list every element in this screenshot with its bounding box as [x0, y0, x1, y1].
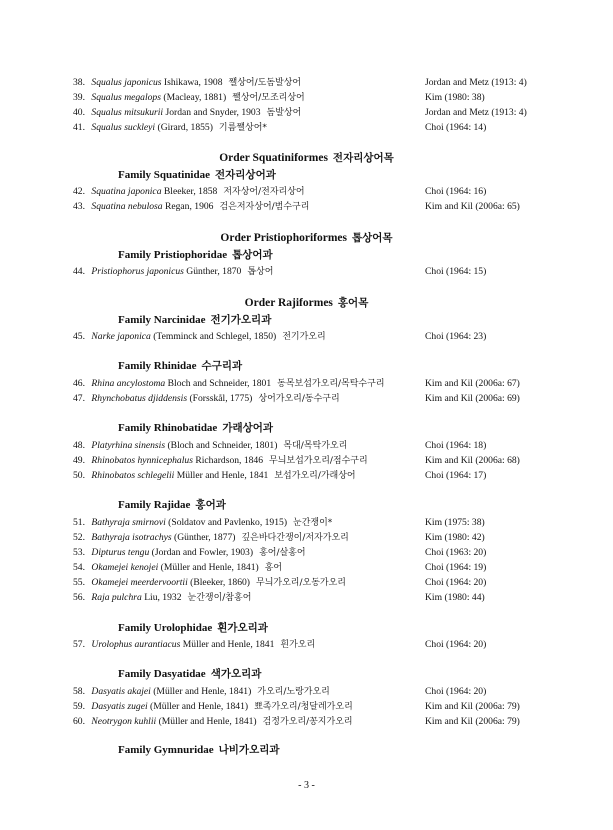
- family-latin-name: Family Gymnuridae: [118, 744, 214, 756]
- species-entry: [73, 105, 573, 120]
- entry-number: 52.: [73, 532, 85, 543]
- korean-name: 검은저자상어/범수구리: [219, 202, 310, 212]
- korean-name: 전기가오리: [282, 332, 326, 342]
- korean-name: 무늬보섭가오리/점수구리: [269, 456, 368, 466]
- family-heading: [118, 312, 271, 328]
- family-latin-name: Family Squatinidae: [118, 169, 210, 181]
- entry-number: 39.: [73, 92, 85, 103]
- family-heading: [118, 742, 280, 758]
- order-korean-name: 홍어목: [337, 297, 369, 309]
- family-latin-name: Family Dasyatidae: [118, 668, 206, 680]
- scientific-name: Bathyraja isotrachys: [91, 532, 172, 543]
- entry-number: 46.: [73, 378, 85, 389]
- reference-citation: Choi (1964: 20): [425, 686, 487, 697]
- author-citation: Richardson, 1846: [195, 455, 264, 466]
- author-citation: (Soldatov and Pavlenko, 1915): [168, 517, 288, 528]
- scientific-name: Squatina nebulosa: [91, 201, 163, 212]
- author-citation: (Macleay, 1881): [163, 92, 227, 103]
- korean-name: 쨀상어/모조리상어: [232, 93, 305, 103]
- korean-name: 상어가오리/동수구리: [258, 394, 340, 404]
- scientific-name: Dasyatis zugei: [91, 701, 148, 712]
- species-entry: [73, 184, 573, 199]
- entry-number: 53.: [73, 547, 85, 558]
- author-citation: (Müller and Henle, 1841): [160, 562, 259, 573]
- family-heading: [118, 497, 226, 513]
- entry-number: 45.: [73, 331, 85, 342]
- reference-citation: Choi (1964: 16): [425, 186, 487, 197]
- author-citation: Jordan and Snyder, 1903: [165, 107, 261, 118]
- reference-citation: Kim (1980: 42): [425, 532, 485, 543]
- reference-citation: Kim and Kil (2006a: 79): [425, 716, 520, 727]
- species-entry: [73, 545, 573, 560]
- reference-citation: Kim and Kil (2006a: 67): [425, 378, 520, 389]
- scientific-name: Squatina japonica: [91, 186, 162, 197]
- species-entry: [73, 376, 573, 391]
- scientific-name: Pristiophorus japonicus: [91, 266, 184, 277]
- korean-name: 검정가오리/꽁지가오리: [262, 717, 353, 727]
- author-citation: (Forsskål, 1775): [189, 393, 253, 404]
- entry-number: 51.: [73, 517, 85, 528]
- author-citation: Bleeker, 1858: [163, 186, 218, 197]
- family-korean-name: 흰가오리과: [217, 622, 268, 634]
- author-citation: (Müller and Henle, 1841): [150, 701, 249, 712]
- species-entry: [73, 699, 573, 714]
- author-citation: Liu, 1932: [144, 592, 182, 603]
- korean-name: 저자상어/전자리상어: [223, 187, 305, 197]
- family-latin-name: Family Narcinidae: [118, 314, 206, 326]
- order-heading: [0, 295, 613, 311]
- entry-number: 56.: [73, 592, 85, 603]
- species-entry: [73, 575, 573, 590]
- order-latin-name: Order Pristiophoriformes: [220, 232, 347, 244]
- reference-citation: Choi (1964: 20): [425, 639, 487, 650]
- author-citation: (Bleeker, 1860): [190, 577, 250, 588]
- family-latin-name: Family Rajidae: [118, 499, 191, 511]
- species-entry: [73, 199, 573, 214]
- reference-citation: Choi (1964: 18): [425, 440, 487, 451]
- korean-name: 동목보섭가오리/목탁수구리: [277, 379, 385, 389]
- scientific-name: Rhina ancylostoma: [91, 378, 166, 389]
- species-entry: [73, 515, 573, 530]
- family-latin-name: Family Urolophidae: [118, 622, 213, 634]
- family-heading: [118, 666, 261, 682]
- entry-number: 44.: [73, 266, 85, 277]
- order-korean-name: 톱상어목: [352, 232, 393, 244]
- family-korean-name: 전자리상어과: [215, 169, 276, 181]
- species-entry: [73, 468, 573, 483]
- entry-number: 47.: [73, 393, 85, 404]
- species-entry: [73, 637, 573, 652]
- reference-citation: Kim (1975: 38): [425, 517, 485, 528]
- reference-citation: Kim and Kil (2006a: 65): [425, 201, 520, 212]
- family-korean-name: 색가오리과: [210, 668, 262, 680]
- korean-name: 눈간쟁이/참홍어: [187, 593, 252, 603]
- scientific-name: Squalus megalops: [91, 92, 161, 103]
- entry-number: 60.: [73, 716, 85, 727]
- reference-citation: Choi (1964: 23): [425, 331, 487, 342]
- entry-number: 42.: [73, 186, 85, 197]
- species-entry: [73, 530, 573, 545]
- author-citation: Müller and Henle, 1841: [176, 470, 269, 481]
- author-citation: Günther, 1870: [186, 266, 242, 277]
- korean-name: 돔발상어: [266, 108, 302, 118]
- family-korean-name: 톱상어과: [232, 249, 273, 261]
- species-entry: [73, 120, 573, 135]
- korean-name: 눈간쟁이*: [293, 518, 333, 528]
- korean-name: 가오리/노랑가오리: [257, 687, 330, 697]
- korean-name: 보섭가오리/가래상어: [274, 471, 356, 481]
- scientific-name: Platyrhina sinensis: [91, 440, 166, 451]
- korean-name: 흰가오리: [280, 640, 316, 650]
- korean-name: 기름쨀상어*: [218, 123, 267, 133]
- author-citation: Müller and Henle, 1841: [182, 639, 275, 650]
- family-korean-name: 수구리과: [201, 360, 243, 372]
- order-heading: [0, 230, 613, 246]
- scientific-name: Dipturus tengu: [91, 547, 150, 558]
- author-citation: Bloch and Schneider, 1801: [167, 378, 272, 389]
- entry-number: 48.: [73, 440, 85, 451]
- family-korean-name: 가래상어과: [222, 422, 274, 434]
- entry-number: 38.: [73, 77, 85, 88]
- scientific-name: Urolophus aurantiacus: [91, 639, 181, 650]
- family-latin-name: Family Rhinidae: [118, 360, 197, 372]
- scientific-name: Rhinobatos schlegelii: [91, 470, 175, 481]
- korean-name: 홍어/살홍어: [259, 548, 306, 558]
- scientific-name: Squalus mitsukurii: [91, 107, 164, 118]
- species-entry: [73, 391, 573, 406]
- order-korean-name: 전자리상어목: [332, 152, 394, 164]
- species-entry: [73, 684, 573, 699]
- reference-citation: Kim and Kil (2006a: 69): [425, 393, 520, 404]
- species-entry: [73, 438, 573, 453]
- korean-name: 뾰족가오리/청달레가오리: [254, 702, 353, 712]
- scientific-name: Squalus japonicus: [91, 77, 162, 88]
- family-heading: [118, 247, 273, 263]
- author-citation: Regan, 1906: [164, 201, 214, 212]
- family-heading: [118, 358, 242, 374]
- korean-name: 깊은바다간쟁이/저자가오리: [241, 533, 349, 543]
- family-latin-name: Family Rhinobatidae: [118, 422, 218, 434]
- korean-name: 쨀상어/도돔발상어: [228, 78, 302, 88]
- species-entry: [73, 90, 573, 105]
- species-entry: [73, 714, 573, 729]
- species-entry: [73, 560, 573, 575]
- author-citation: (Jordan and Fowler, 1903): [151, 547, 254, 558]
- scientific-name: Dasyatis akajei: [91, 686, 151, 697]
- family-heading: [118, 167, 276, 183]
- species-entry: [73, 453, 573, 468]
- reference-citation: Jordan and Metz (1913: 4): [425, 107, 527, 118]
- entry-number: 59.: [73, 701, 85, 712]
- family-heading: [118, 420, 273, 436]
- entry-number: 50.: [73, 470, 85, 481]
- entry-number: 58.: [73, 686, 85, 697]
- order-latin-name: Order Squatiniformes: [219, 152, 328, 164]
- author-citation: Ishikawa, 1908: [163, 77, 223, 88]
- entry-number: 55.: [73, 577, 85, 588]
- author-citation: (Girard, 1855): [157, 122, 213, 133]
- author-citation: (Bloch and Schneider, 1801): [167, 440, 278, 451]
- page-number: - 3 -: [298, 780, 315, 791]
- family-korean-name: 홍어과: [195, 499, 226, 511]
- entry-number: 49.: [73, 455, 85, 466]
- species-entry: [73, 590, 573, 605]
- species-entry: [73, 264, 573, 279]
- scientific-name: Squalus suckleyi: [91, 122, 156, 133]
- reference-citation: Choi (1964: 19): [425, 562, 487, 573]
- entry-number: 41.: [73, 122, 85, 133]
- family-heading: [118, 620, 268, 636]
- scientific-name: Okamejei kenojei: [91, 562, 159, 573]
- scientific-name: Bathyraja smirnovi: [91, 517, 166, 528]
- scientific-name: Narke japonica: [91, 331, 151, 342]
- reference-citation: Choi (1964: 15): [425, 266, 487, 277]
- korean-name: 목대/목탁가오리: [283, 441, 348, 451]
- entry-number: 40.: [73, 107, 85, 118]
- reference-citation: Choi (1964: 20): [425, 577, 487, 588]
- scientific-name: Rhinobatos hynnicephalus: [91, 455, 193, 466]
- reference-citation: Choi (1963: 20): [425, 547, 487, 558]
- family-latin-name: Family Pristiophoridae: [118, 249, 228, 261]
- species-entry: [73, 329, 573, 344]
- scientific-name: Rhynchobatus djiddensis: [91, 393, 188, 404]
- reference-citation: Jordan and Metz (1913: 4): [425, 77, 527, 88]
- author-citation: (Temminck and Schlegel, 1850): [153, 331, 277, 342]
- scientific-name: Neotrygon kuhlii: [91, 716, 157, 727]
- family-korean-name: 나비가오리과: [218, 744, 280, 756]
- korean-name: 홍어: [264, 563, 283, 573]
- reference-citation: Kim (1980: 38): [425, 92, 485, 103]
- korean-name: 무늬가오리/오동가오리: [256, 578, 346, 588]
- family-korean-name: 전기가오리과: [210, 314, 272, 326]
- entry-number: 43.: [73, 201, 85, 212]
- reference-citation: Kim and Kil (2006a: 79): [425, 701, 520, 712]
- entry-number: 57.: [73, 639, 85, 650]
- reference-citation: Kim and Kil (2006a: 68): [425, 455, 520, 466]
- author-citation: (Günther, 1877): [174, 532, 236, 543]
- order-latin-name: Order Rajiformes: [244, 297, 333, 309]
- author-citation: (Müller and Henle, 1841): [158, 716, 257, 727]
- reference-citation: Choi (1964: 14): [425, 122, 487, 133]
- korean-name: 톱상어: [247, 267, 274, 277]
- reference-citation: Choi (1964: 17): [425, 470, 487, 481]
- species-entry: [73, 75, 573, 90]
- order-heading: [0, 150, 613, 166]
- author-citation: (Müller and Henle, 1841): [153, 686, 252, 697]
- entry-number: 54.: [73, 562, 85, 573]
- scientific-name: Okamejei meerdervoortii: [91, 577, 188, 588]
- reference-citation: Kim (1980: 44): [425, 592, 485, 603]
- scientific-name: Raja pulchra: [91, 592, 142, 603]
